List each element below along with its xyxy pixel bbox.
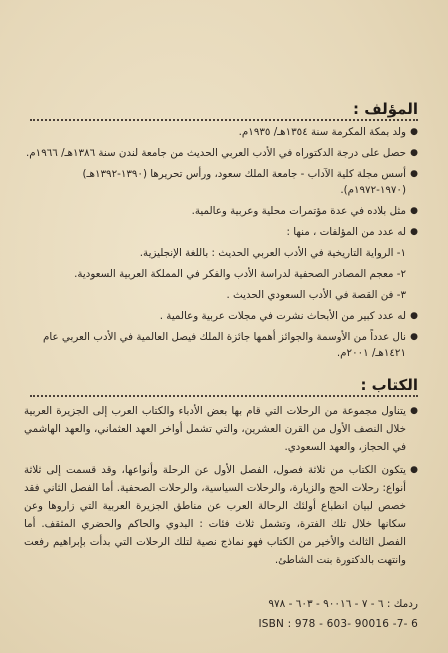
- bullet-icon: ●: [410, 227, 418, 237]
- bullet-icon: ●: [410, 406, 418, 416]
- bullet-icon: ●: [410, 206, 418, 216]
- author-item: ● له عدد كبير من الأبحاث نشرت في مجلات عربية وعالمية .: [159, 310, 418, 322]
- book-paragraph: ● يتكون الكتاب من ثلاثة فصول، الفصل الأول عن الرحلة وأنواعها، وقد قسمت إلى ثلاثة أنواع: رحلات الحج والزيارة، والرحلات السياسية، والرحلات الصحفية. أما الفصل الثاني فقد خصص لبيان انطباع أولئك الرحالة العرب عن مناطق الجزيرة العربية التي زاروها وعن سكانها خلال تلك الفترة، وتشمل ثلاث فئات : البدوي والحاكم والحضري المثقف. أما الفصل الثالث والأخير من الكتاب فهو نماذج نصية لتلك الرحلات التي بدأت بإبراهيم رفعت وانتهت بالدكتورة بنت الشاطئ.: [24, 461, 418, 569]
- bullet-icon: ●: [410, 148, 418, 158]
- bullet-icon: ●: [410, 332, 418, 342]
- author-item: ● مثل بلاده في عدة مؤتمرات محلية وعربية وعالمية.: [191, 205, 418, 217]
- author-item: ● حصل على درجة الدكتوراه في الأدب العربي الحديث من جامعة لندن سنة ١٣٨٦هـ/ ١٩٦٦م.: [26, 147, 418, 159]
- author-list: [24, 124, 418, 361]
- author-work-item: ١- الرواية التاريخية في الأدب العربي الحديث : باللغة الإنجليزية.: [139, 247, 406, 259]
- book-paragraph: ● يتناول مجموعة من الرحلات التي قام بها بعض الأدباء والكتاب العرب إلى الجزيرة العربية خلال النصف الأول من القرن العشرين، والتي تشمل أواخر العهد العثماني، والعهد الهاشمي في الحجاز، والعهد السعودي.: [24, 402, 418, 456]
- author-work-item: ٣- فن القصة في الأدب السعودي الحديث .: [226, 289, 406, 301]
- bullet-icon: ●: [410, 311, 418, 321]
- author-item: ● أسس مجلة كلية الآداب - جامعة الملك سعود، ورأس تحريرها (١٣٩٠-١٣٩٢هـ) (١٩٧٠-١٩٧٢م).: [82, 168, 418, 196]
- author-heading: المؤلف :: [353, 100, 418, 118]
- author-item: ● نال عدداً من الأوسمة والجوائز أهمها جائزة الملك فيصل العالمية في الأدب العربي عام ١٤٢١هـ/ ٢٠٠١م.: [43, 331, 418, 359]
- author-item: ● ولد بمكة المكرمة سنة ١٣٥٤هـ/ ١٩٣٥م.: [238, 126, 418, 138]
- author-item: ● له عدد من المؤلفات ، منها :: [286, 226, 418, 238]
- isbn-number: ISBN : 978 - 603- 90016 -7- 6: [258, 618, 418, 630]
- book-divider: [30, 395, 418, 397]
- author-divider: [30, 119, 418, 121]
- rdmk-number: ردمك : ٦ - ٧ - ٩٠٠١٦ - ٦٠٣ - ٩٧٨: [268, 598, 418, 610]
- bullet-icon: ●: [410, 169, 418, 179]
- bullet-icon: ●: [410, 127, 418, 137]
- book-description: [24, 402, 418, 569]
- book-heading: الكتاب :: [360, 376, 418, 394]
- author-work-item: ٢- معجم المصادر الصحفية لدراسة الأدب والفكر في المملكة العربية السعودية.: [74, 268, 406, 280]
- bullet-icon: ●: [410, 465, 418, 475]
